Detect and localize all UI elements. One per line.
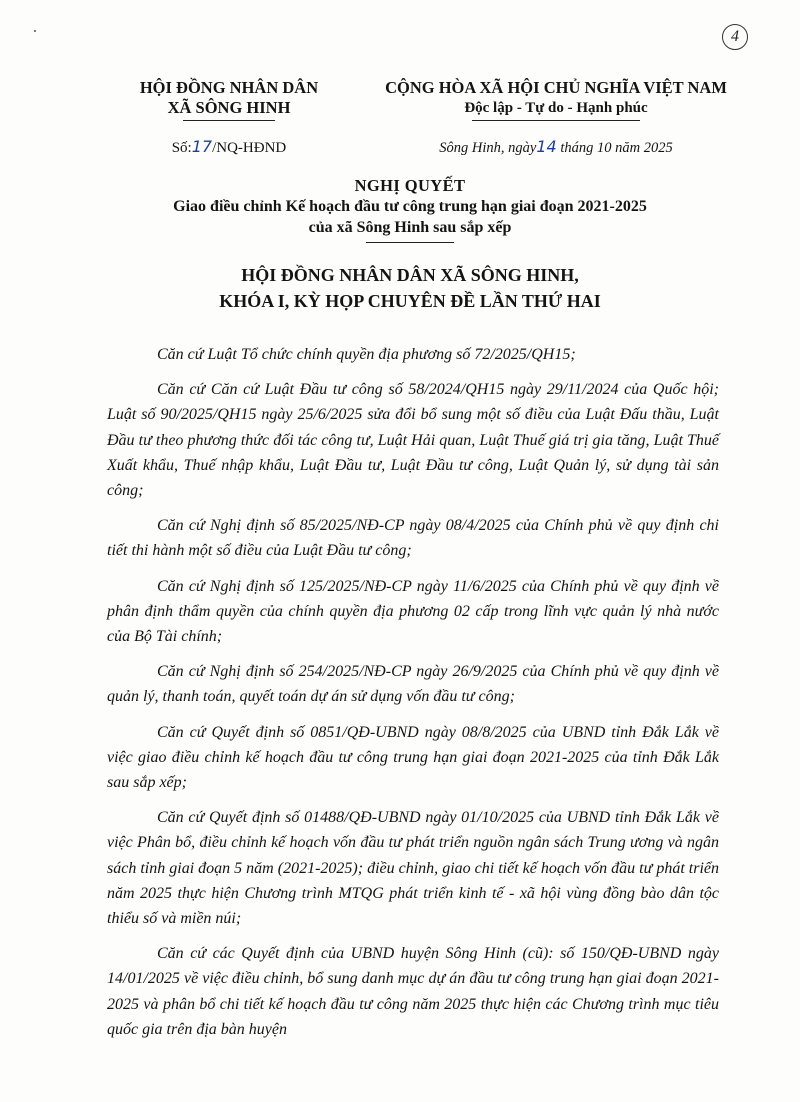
legal-basis-paragraph: Căn cứ Căn cứ Luật Đầu tư công số 58/2024/QH15 ngày 29/11/2024 của Quốc hội; Luật số 90/2025/QH15 ngày 25/6/2025 sửa đổi bổ sung một số điều của Luật Đấu thầu, Luật Đầu tư theo phương thức đối tác công tư, Luật Hải quan, Luật Thuế giá trị gia tăng, Luật Thuế Xuất khẩu, Thuế nhập khẩu, Luật Đầu tư, Luật Đầu tư công, Luật Quản lý, sử dụng tài sản công; [107, 381, 719, 500]
council-heading-line1: HỘI ĐỒNG NHÂN DÂN XÃ SÔNG HINH, [241, 265, 579, 285]
motto-underline [472, 120, 640, 121]
legal-basis-paragraph: Căn cứ Nghị định số 85/2025/NĐ-CP ngày 08/4/2025 của Chính phủ về quy định chi tiết thi hành một số điều của Luật Đầu tư công; [107, 517, 719, 560]
document-number [110, 137, 348, 157]
authority-underline [183, 120, 275, 121]
issue-date [356, 137, 756, 157]
council-heading [60, 262, 760, 314]
authority-name-line1: HỘI ĐỒNG NHÂN DÂN [139, 78, 319, 97]
resolution-title-block [60, 176, 760, 243]
council-heading-line2: KHÓA I, KỲ HỌP CHUYÊN ĐỀ LẦN THỨ HAI [219, 291, 601, 311]
title-underline [366, 242, 454, 243]
document-number-handwritten: 17 [191, 137, 213, 156]
legal-basis-paragraph: Căn cứ Luật Tổ chức chính quyền địa phương số 72/2025/QH15; [157, 346, 576, 363]
legal-basis-paragraph: Căn cứ Quyết định số 01488/QĐ-UBND ngày 01/10/2025 của UBND tỉnh Đắk Lắk về việc Phân bổ, điều chỉnh kế hoạch vốn đầu tư phát triển nguồn ngân sách Trung ương và ngân sách tỉnh giai đoạn 5 năm (2021-2025); điều chỉnh, giao chi tiết kế hoạch vốn đầu tư phát triển năm 2025 thực hiện Chương trình MTQG phát triển kinh tế - xã hội vùng đồng bào dân tộc thiểu số và miền núi; [107, 809, 719, 928]
document-number-prefix: Số: [171, 140, 192, 156]
scan-speck [34, 30, 36, 32]
resolution-doc-type: NGHỊ QUYẾT [354, 176, 466, 195]
legal-basis-paragraph: Căn cứ Quyết định số 0851/QĐ-UBND ngày 08/8/2025 của UBND tỉnh Đắk Lắk về việc giao điều chỉnh kế hoạch đầu tư công trung hạn giai đoạn 2021-2025 của tỉnh Đắk Lắk sau sắp xếp; [107, 723, 719, 792]
legal-basis-paragraph: Căn cứ Nghị định số 125/2025/NĐ-CP ngày 11/6/2025 của Chính phủ về quy định về phân định thẩm quyền của chính quyền địa phương 02 cấp trong lĩnh vực quản lý nhà nước của Bộ Tài chính; [107, 577, 719, 646]
resolution-subject-line2: của xã Sông Hinh sau sắp xếp [308, 219, 512, 236]
handwritten-page-number: 4 [722, 24, 748, 50]
issuing-authority-block [110, 78, 348, 157]
legal-basis-section [107, 342, 719, 1052]
resolution-subject-line1: Giao điều chỉnh Kế hoạch đầu tư công trung hạn giai đoạn 2021-2025 [173, 198, 647, 215]
national-header-block [356, 78, 756, 157]
issue-date-suffix: tháng 10 năm 2025 [560, 140, 673, 156]
national-title: CỘNG HÒA XÃ HỘI CHỦ NGHĨA VIỆT NAM [385, 78, 727, 97]
issue-date-day-handwritten: 14 [536, 137, 557, 156]
issue-date-prefix: Sông Hinh, ngày [439, 140, 537, 156]
legal-basis-paragraph: Căn cứ các Quyết định của UBND huyện Sông Hinh (cũ): số 150/QĐ-UBND ngày 14/01/2025 về việc điều chỉnh, bổ sung danh mục dự án đầu tư công trung hạn giai đoạn 2021-2025 và phân bổ chi tiết kế hoạch đầu tư công năm 2025 thực hiện các Chương trình mục tiêu quốc gia trên địa bàn huyện [107, 945, 719, 1038]
authority-name-line2: XÃ SÔNG HINH [167, 98, 291, 117]
document-number-suffix: /NQ-HĐND [212, 140, 287, 156]
national-motto: Độc lập - Tự do - Hạnh phúc [464, 100, 648, 116]
legal-basis-paragraph: Căn cứ Nghị định số 254/2025/NĐ-CP ngày 26/9/2025 của Chính phủ về quy định về quản lý, thanh toán, quyết toán dự án sử dụng vốn đầu tư công; [107, 663, 719, 706]
